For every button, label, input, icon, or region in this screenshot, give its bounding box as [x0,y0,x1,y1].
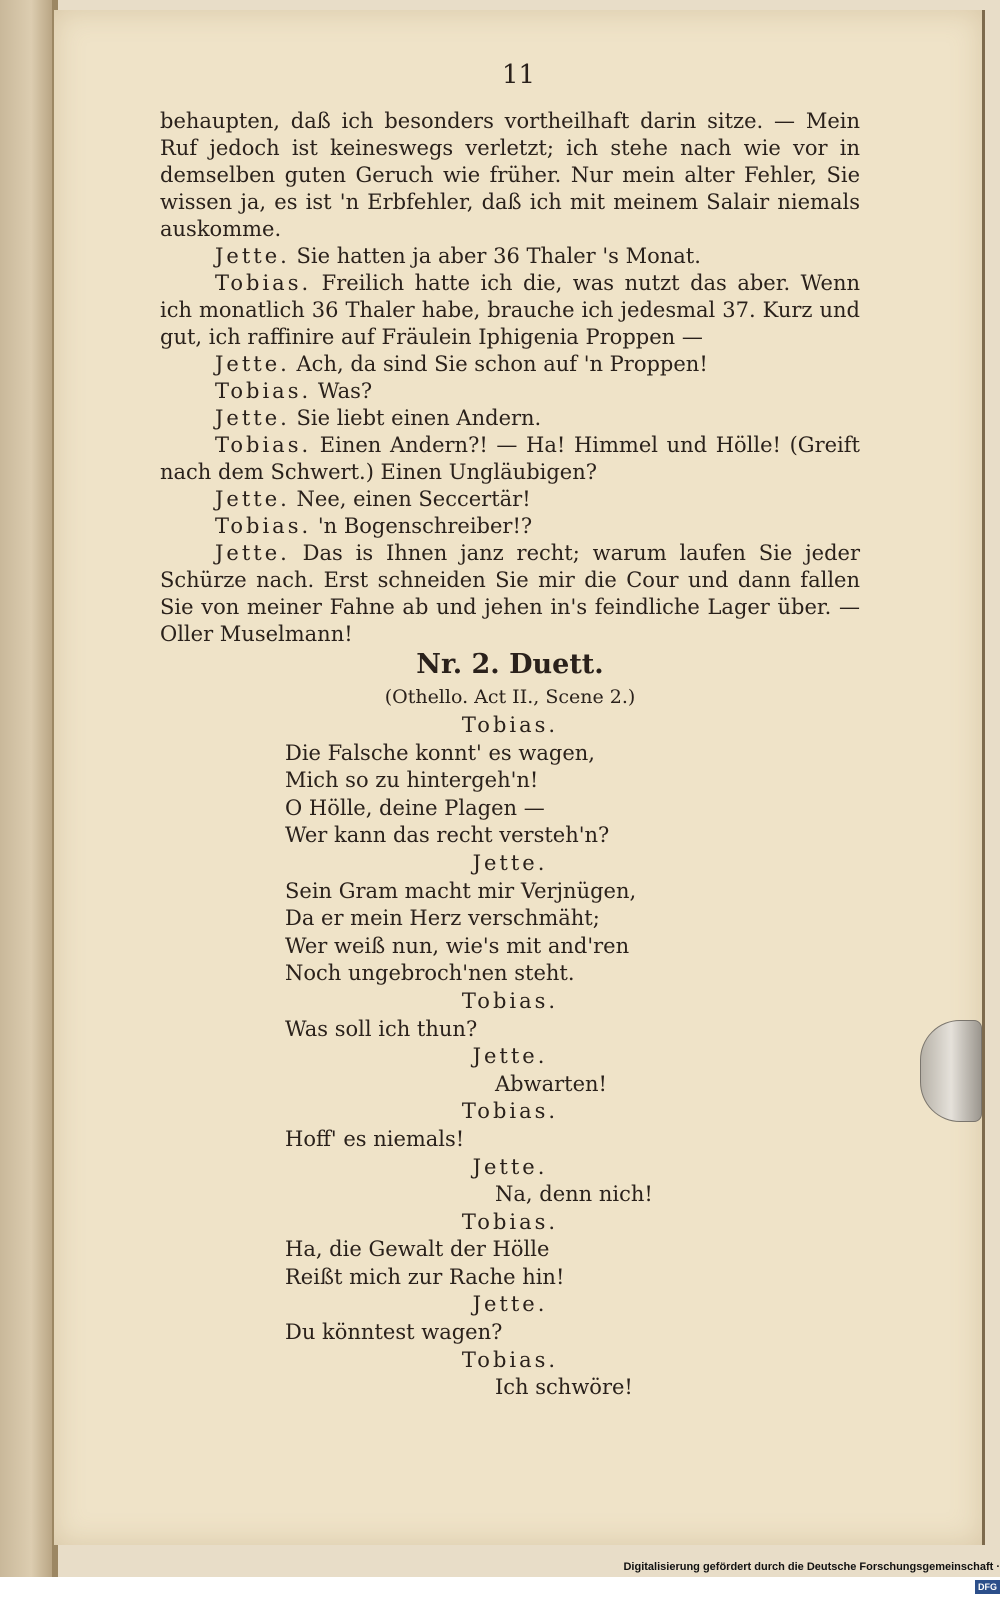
song-speaker: Tobias. [461,1347,559,1372]
speech-text: Sie liebt einen Andern. [296,406,542,430]
duet-lyrics [160,712,860,1402]
song-line: Na, denn nich! [495,1182,653,1207]
speaker-name: Jette. [215,244,290,268]
speech-text: Was? [317,379,373,403]
paragraph-text: behaupten, daß ich besonders vortheilhaft darin sitze. — Mein Ruf jedoch ist keineswegs verletzt; ich stehe nach wie vor in demselben guten Geruch wie früher. Nur mein alter Fehler, Sie wissen ja, es ist 'n Erbfehler, daß ich mit meinem Salair niemals auskomme. [160,109,860,241]
song-line: Die Falsche konnt' es wagen, [285,740,595,765]
song-line: Hoff' es niemals! [285,1126,465,1151]
song-line: Da er mein Herz verschmäht; [285,906,600,931]
speaker-name: Tobias. [215,514,312,538]
song-line: Mich so zu hintergeh'n! [285,768,539,793]
speech-text: Freilich hatte ich die, was nutzt das aber. Wenn ich monatlich 36 Thaler habe, brauche ich jedesmal 37. Kurz und gut, ich raffinire auf Fräulein Iphigenia Proppen — [160,271,860,349]
paragraph [160,108,860,243]
song-line: Reißt mich zur Rache hin! [285,1264,565,1289]
dfg-logo: DFG [975,1580,1000,1594]
speaker-name: Tobias. [215,271,312,295]
song-speaker: Jette. [472,1044,548,1069]
speech [160,486,860,513]
speaker-name: Tobias. [215,433,312,457]
speaker-name: Tobias. [215,379,312,403]
song-line: Wer weiß nun, wie's mit and'ren [285,933,630,958]
speech-text: 'n Bogenschreiber!? [317,514,533,538]
facing-page-edge [0,0,54,1577]
page-number: 11 [502,60,536,90]
speaker-name: Jette. [215,406,290,430]
speech-text: Nee, einen Seccertär! [296,487,531,511]
speech [160,378,860,405]
speaker-name: Jette. [215,487,290,511]
speech-text: Das is Ihnen janz recht; warum laufen Sie jeder Schürze nach. Erst schneiden Sie mir die Cour und dann fallen Sie von meiner Fahne ab und jehen in's feindliche Lager über. — Oller Muselmann! [160,541,860,646]
speaker-name: Jette. [215,541,290,565]
speaker-name: Jette. [215,352,290,376]
speech-text: Sie hatten ja aber 36 Thaler 's Monat. [296,244,701,268]
speech [160,243,860,270]
song-speaker: Tobias. [461,1099,559,1124]
song-line: Abwarten! [495,1071,607,1096]
digitization-credit [600,1557,1000,1592]
speech [160,405,860,432]
speech-text: Einen Andern?! — Ha! Himmel und Hölle! (Greift nach dem Schwert.) Einen Ungläubigen? [160,433,860,484]
song-speaker: Jette. [472,850,548,875]
section-subtitle: (Othello. Act II., Scene 2.) [384,686,636,708]
section-heading [160,648,860,710]
song-speaker: Tobias. [461,713,559,737]
section-title: Nr. 2. Duett. [416,649,604,680]
song-speaker: Tobias. [461,1209,559,1234]
song-line: Noch ungebroch'nen steht. [285,961,575,986]
song-line: Du könntest wagen? [285,1320,503,1345]
dialogue-block [160,108,860,648]
song-line: O Hölle, deine Plagen — [285,795,545,820]
speech [160,513,860,540]
speech [160,351,860,378]
song-line: Sein Gram macht mir Verjnügen, [285,878,637,903]
speech [160,270,860,351]
song-line: Ich schwöre! [495,1375,633,1400]
song-line: Wer kann das recht versteh'n? [285,823,610,848]
page-clip [920,1020,982,1122]
speech [160,540,860,648]
song-line: Ha, die Gewalt der Hölle [285,1237,550,1262]
speech-text: Ach, da sind Sie schon auf 'n Proppen! [296,352,708,376]
credit-text: Digitalisierung gefördert durch die Deutsche Forschungsgemeinschaft · [623,1561,1000,1573]
song-line: Was soll ich thun? [285,1016,478,1041]
song-speaker: Tobias. [461,988,559,1013]
song-speaker: Jette. [472,1154,548,1179]
song-speaker: Jette. [472,1292,548,1317]
speech [160,432,860,486]
